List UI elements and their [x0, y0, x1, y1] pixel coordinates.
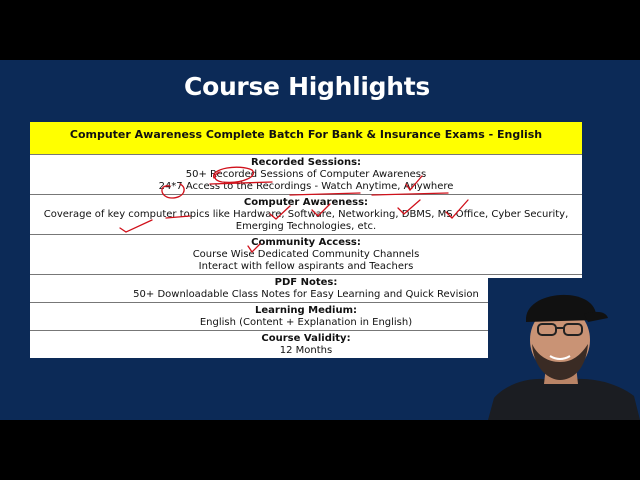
row-heading: Computer Awareness: — [243, 197, 369, 208]
table-row — [30, 155, 582, 195]
table-header: Computer Awareness Complete Batch For Bank & Insurance Exams - English — [30, 122, 582, 155]
row-line: Interact with fellow aspirants and Teachers — [198, 261, 414, 272]
row-line: 12 Months — [279, 345, 333, 356]
row-line: 50+ Recorded Sessions of Computer Awareness — [185, 169, 427, 180]
table-row — [30, 195, 582, 235]
row-heading: Course Validity: — [261, 333, 351, 344]
presenter-video — [488, 278, 640, 420]
row-heading: Learning Medium: — [255, 305, 357, 316]
row-line: English (Content + Explanation in English) — [199, 317, 413, 328]
table-row — [30, 235, 582, 275]
row-line: 50+ Downloadable Class Notes for Easy Learning and Quick Revision — [133, 289, 479, 300]
row-heading: Recorded Sessions: — [250, 157, 362, 168]
row-line: Emerging Technologies, etc. — [235, 221, 377, 232]
row-line: 24*7 Access to the Recordings - Watch Anytime, Anywhere — [158, 181, 454, 192]
row-heading: PDF Notes: — [274, 277, 338, 288]
row-heading: Community Access: — [251, 237, 361, 248]
row-line: Coverage of key computer topics like Hardware, Software, Networking, DBMS, MS Office, Cyber Security, — [43, 209, 569, 220]
row-line: Course Wise Dedicated Community Channels — [192, 249, 420, 260]
slide-title: Course Highlights — [184, 72, 430, 101]
